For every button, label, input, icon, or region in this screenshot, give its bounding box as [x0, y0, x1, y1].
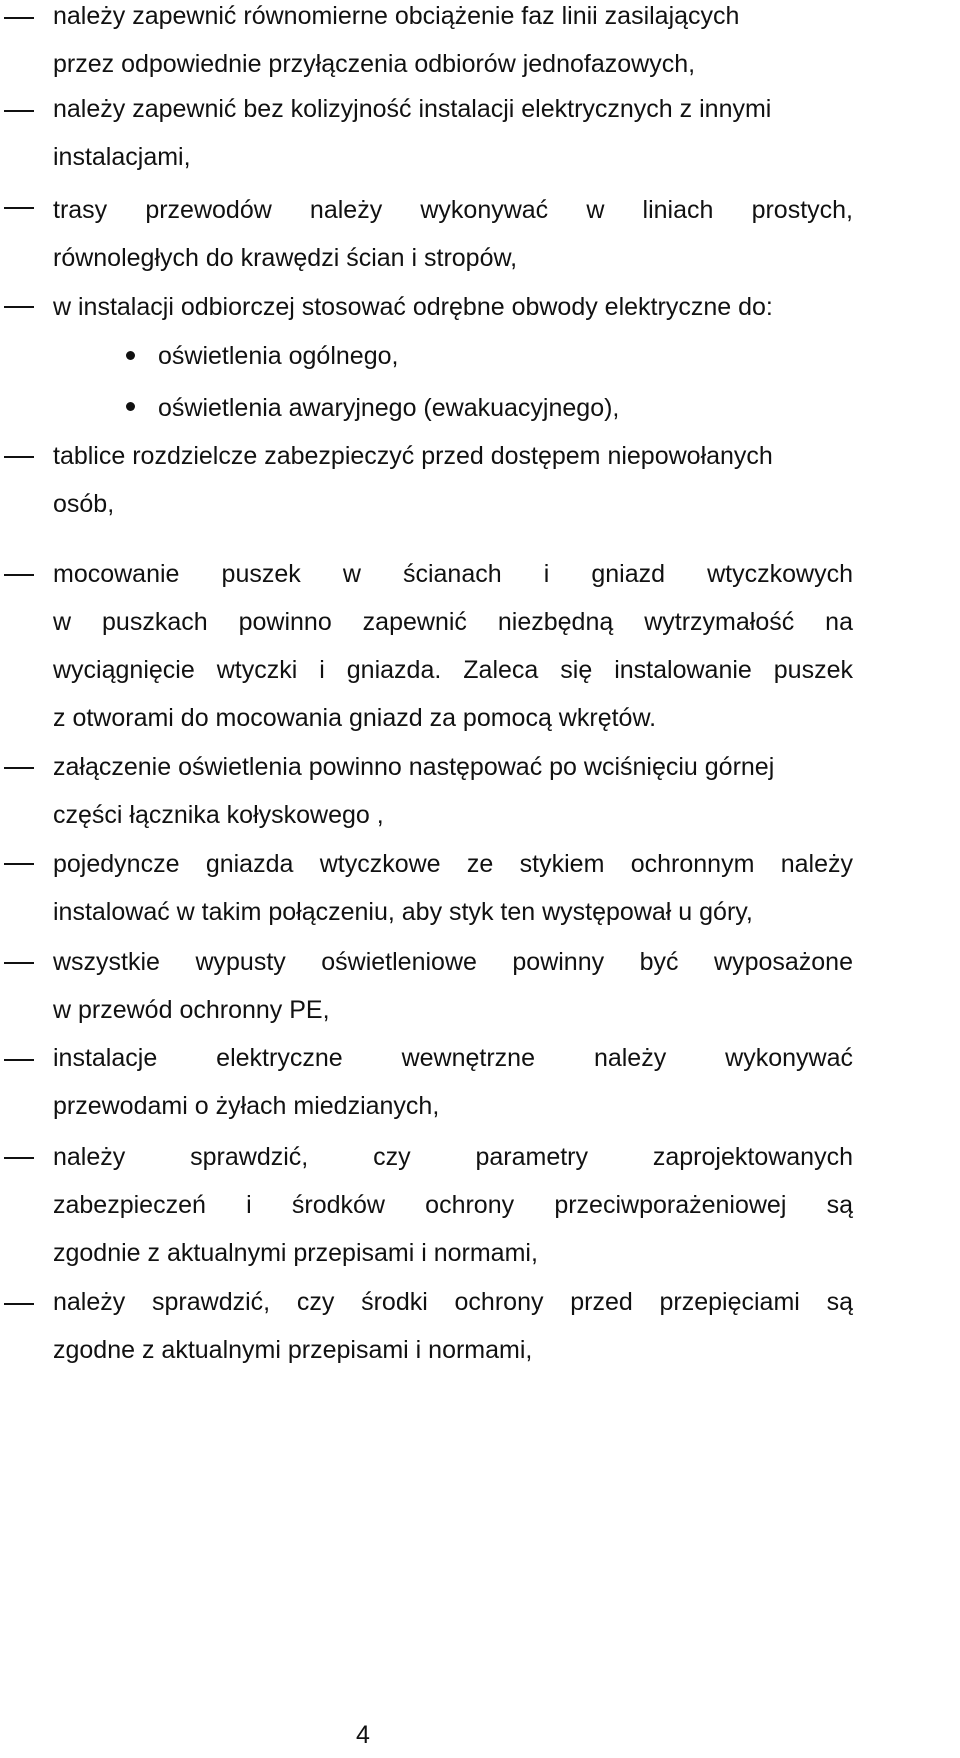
list-dash: [4, 1059, 34, 1061]
list-line: w przewód ochronny PE,: [53, 996, 330, 1024]
list-line: wyciągnięcie wtyczki i gniazda. Zaleca się instalowanie puszek: [53, 656, 853, 684]
bullet-icon: [126, 351, 135, 360]
list-dash: [4, 863, 34, 865]
list-dash: [4, 207, 34, 209]
list-dash: [4, 17, 34, 19]
list-line: osób,: [53, 490, 115, 518]
sub-list-item: oświetlenia awaryjnego (ewakuacyjnego),: [158, 394, 620, 422]
list-line: załączenie oświetlenia powinno następować po wciśnięciu górnej: [53, 753, 775, 781]
list-line: przewodami o żyłach miedzianych,: [53, 1092, 440, 1120]
list-line: równoległych do krawędzi ścian i stropów,: [53, 244, 518, 272]
list-line: należy zapewnić równomierne obciążenie faz linii zasilających: [53, 2, 740, 30]
list-line: przez odpowiednie przyłączenia odbiorów jednofazowych,: [53, 50, 696, 78]
list-dash: [4, 1157, 34, 1159]
list-line: w instalacji odbiorczej stosować odrębne obwody elektryczne do:: [53, 293, 773, 321]
list-line: instalacje elektryczne wewnętrzne należy wykonywać: [53, 1044, 853, 1072]
list-line: należy sprawdzić, czy środki ochrony przed przepięciami są: [53, 1288, 853, 1316]
list-line: należy sprawdzić, czy parametry zaprojektowanych: [53, 1143, 853, 1171]
list-item: [53, 1278, 853, 1374]
list-item: [53, 550, 853, 742]
sub-list-item: oświetlenia ogólnego,: [158, 342, 399, 370]
list-line: należy zapewnić bez kolizyjność instalacji elektrycznych z innymi: [53, 95, 772, 123]
list-line: części łącznika kołyskowego ,: [53, 801, 384, 829]
list-item: [53, 938, 853, 1034]
list-line: tablice rozdzielcze zabezpieczyć przed dostępem niepowołanych: [53, 442, 773, 470]
list-line: instalować w takim połączeniu, aby styk ten występował u góry,: [53, 898, 753, 926]
list-item: [53, 432, 853, 528]
list-line: instalacjami,: [53, 143, 191, 171]
list-dash: [4, 456, 34, 458]
list-item: [53, 840, 853, 936]
list-dash: [4, 962, 34, 964]
list-line: mocowanie puszek w ścianach i gniazd wtyczkowych: [53, 560, 853, 588]
list-line: w puszkach powinno zapewnić niezbędną wytrzymałość na: [53, 608, 853, 636]
list-item: [53, 0, 853, 88]
list-item: [53, 743, 853, 839]
list-dash: [4, 574, 34, 576]
list-line: zabezpieczeń i środków ochrony przeciwporażeniowej są: [53, 1191, 853, 1219]
list-line: trasy przewodów należy wykonywać w liniach prostych,: [53, 196, 853, 224]
list-dash: [4, 767, 34, 769]
list-line: zgodne z aktualnymi przepisami i normami,: [53, 1336, 533, 1364]
list-item: [53, 1034, 853, 1130]
list-line: z otworami do mocowania gniazd za pomocą wkrętów.: [53, 704, 657, 732]
list-item: [53, 1133, 853, 1277]
list-line: pojedyncze gniazda wtyczkowe ze stykiem ochronnym należy: [53, 850, 853, 878]
list-dash: [4, 110, 34, 112]
page-number: 4: [356, 1721, 370, 1749]
list-dash: [4, 1303, 34, 1305]
list-line: wszystkie wypusty oświetleniowe powinny być wyposażone: [53, 948, 853, 976]
list-item: [53, 85, 853, 181]
bullet-icon: [126, 402, 135, 411]
list-item: [53, 283, 853, 331]
list-item: [53, 186, 853, 282]
list-line: zgodnie z aktualnymi przepisami i normami,: [53, 1239, 538, 1267]
list-dash: [4, 306, 34, 308]
